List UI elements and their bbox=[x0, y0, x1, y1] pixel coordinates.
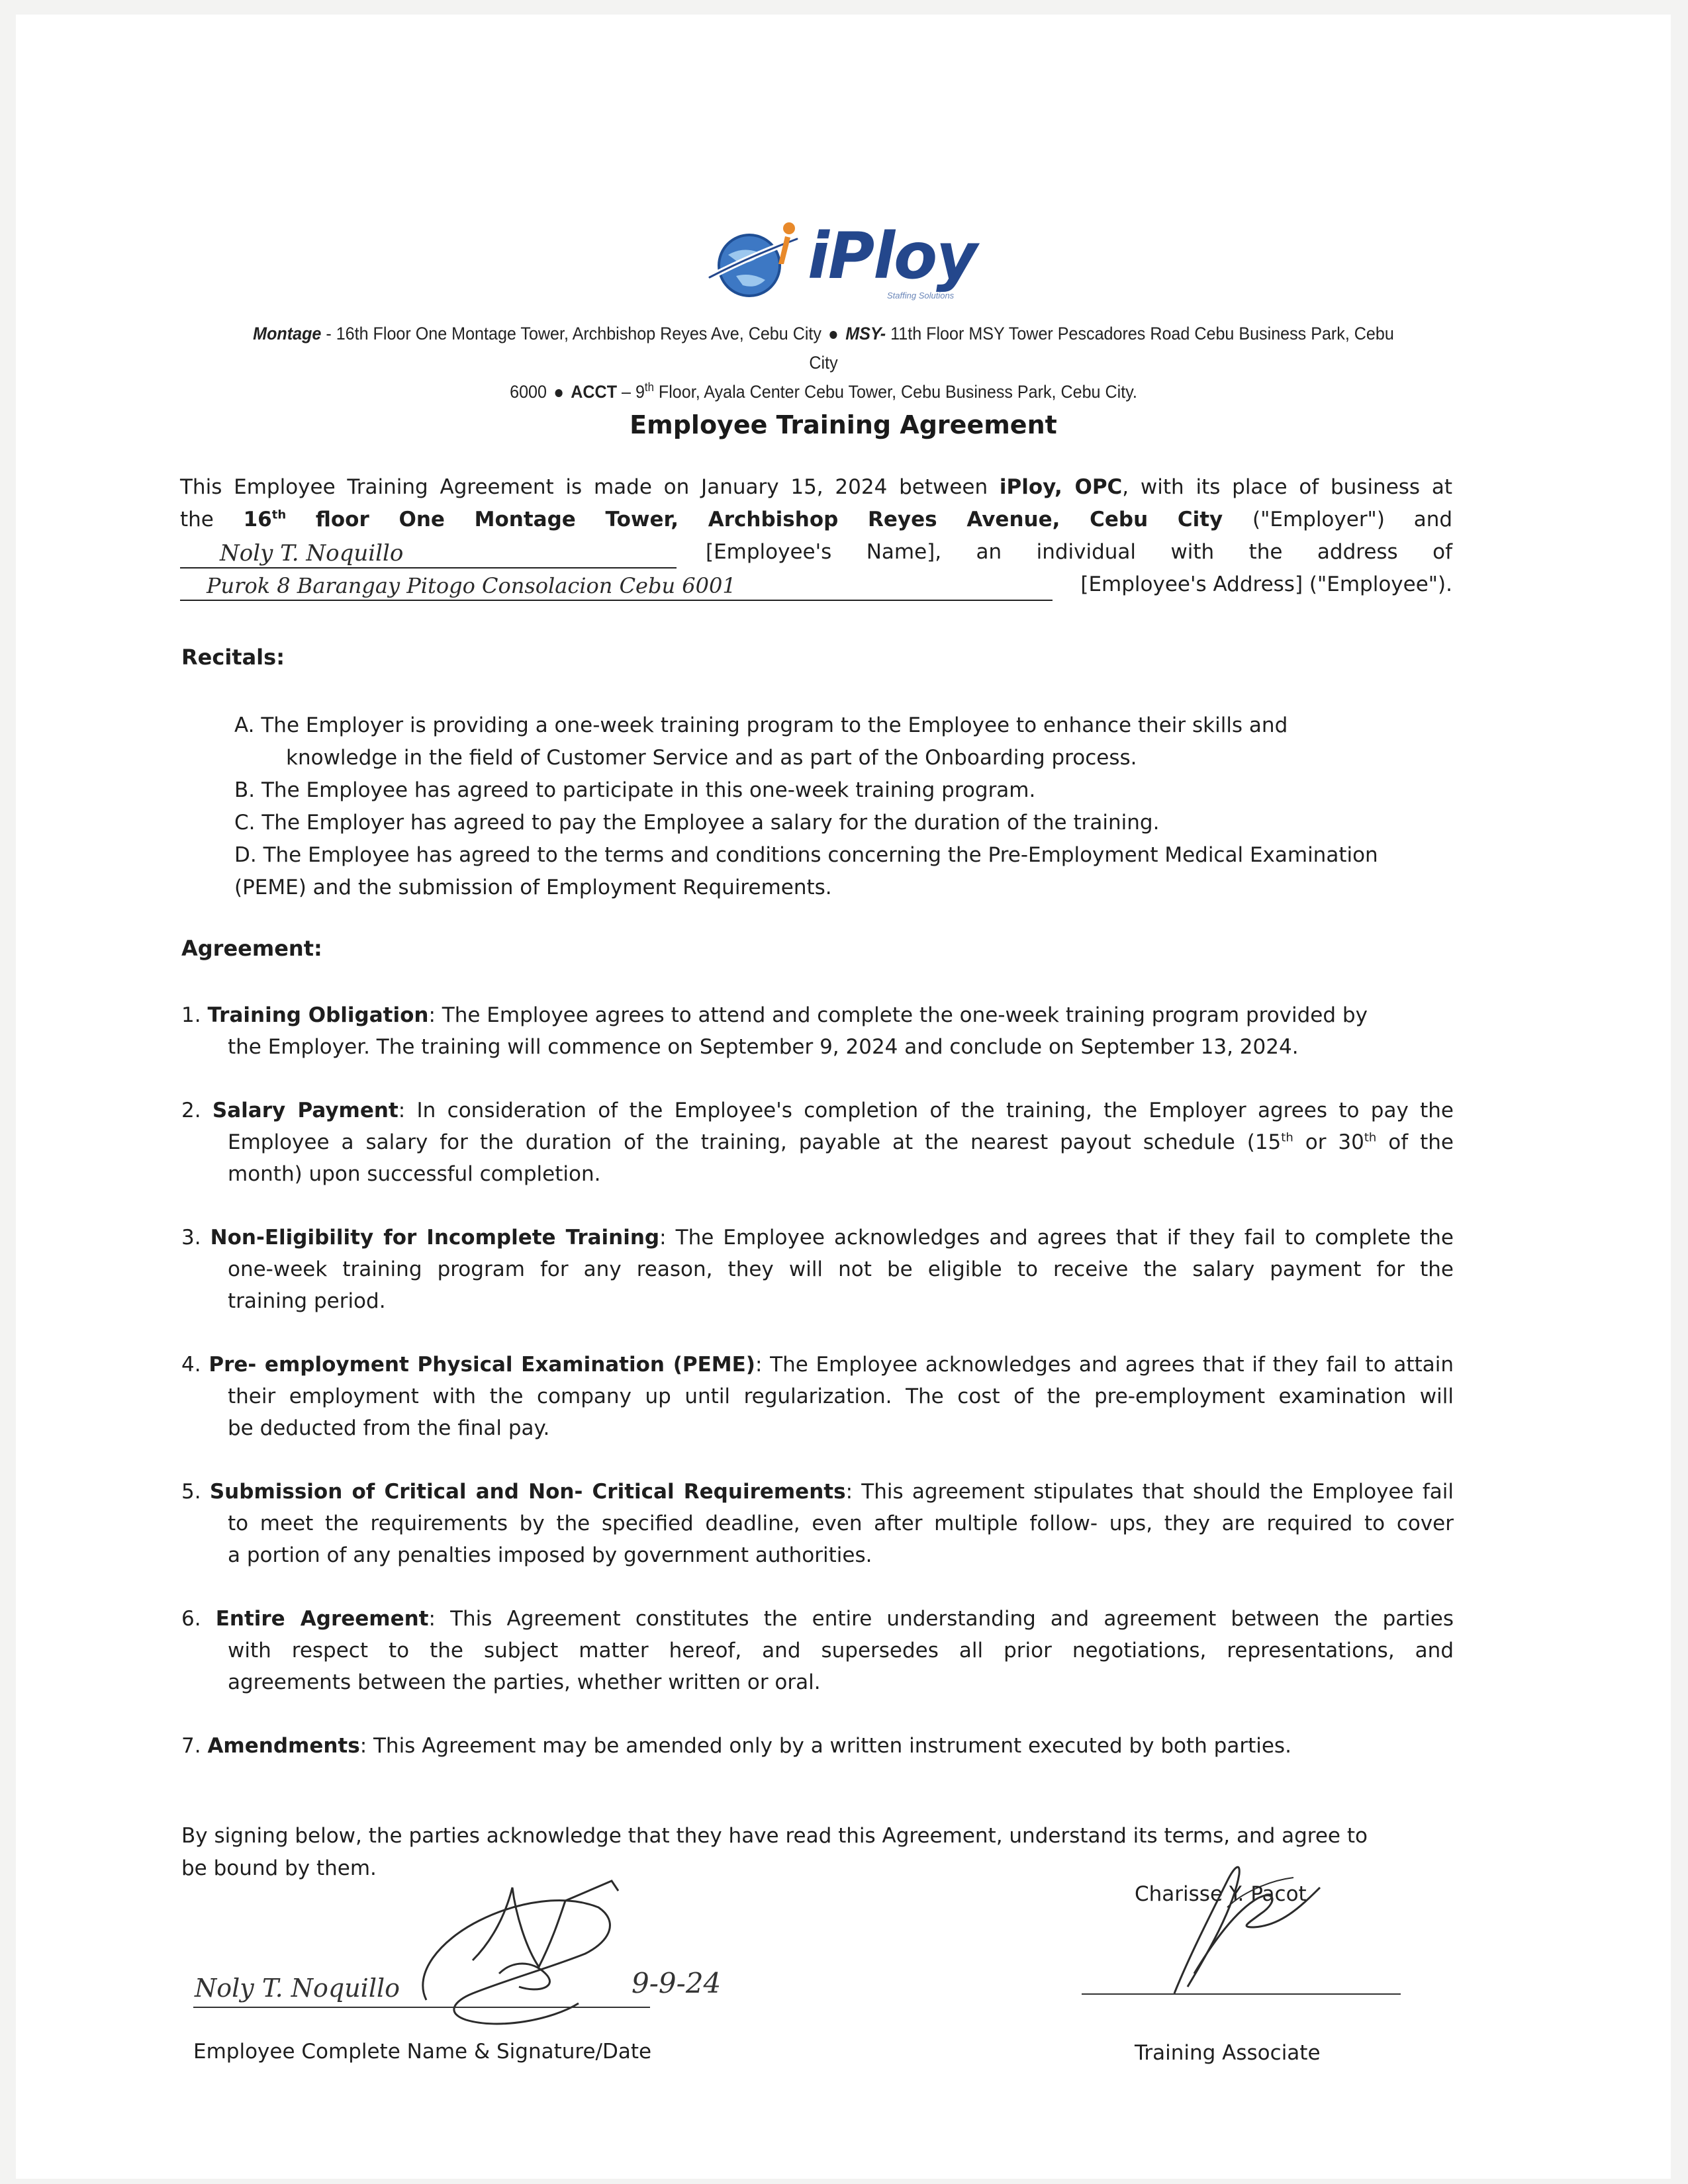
intro-line-1 bbox=[180, 471, 1452, 504]
item-title: Training Obligation bbox=[207, 1003, 429, 1027]
floor-number: 16 bbox=[243, 508, 272, 531]
recital-text: The Employee has agreed to participate in this one-week training program. bbox=[261, 778, 1036, 802]
recital-letter: B. bbox=[234, 778, 256, 802]
agreement-list bbox=[181, 999, 1454, 1762]
item-text: : In consideration of the Employee's completion of the training, the Employer agrees to pay the bbox=[398, 1099, 1454, 1122]
employee-address-handwritten: Purok 8 Barangay Pitogo Consolacion Cebu 6001 bbox=[207, 573, 736, 598]
item-text: to meet the requirements by the specified deadline, even after multiple follow- ups, they are required to cover bbox=[228, 1512, 1454, 1535]
employee-signature bbox=[400, 1861, 638, 2046]
employee-name-handwritten: Noly T. Noquillo bbox=[220, 540, 404, 567]
agreement-item bbox=[181, 1730, 1454, 1762]
item-text: with respect to the subject matter hereof, and supersedes all prior negotiations, representations, and bbox=[228, 1639, 1454, 1662]
employer-name: iPloy, OPC bbox=[999, 475, 1123, 499]
recital-letter: C. bbox=[234, 811, 256, 835]
item-text: of the bbox=[1376, 1130, 1454, 1154]
intro-text: [Employee's Name], an individual with the address of bbox=[706, 540, 1452, 564]
letterhead-address bbox=[239, 319, 1409, 406]
bullet-dot bbox=[830, 331, 837, 339]
item-title: Submission of Critical and Non- Critical Requirements bbox=[209, 1480, 846, 1504]
item-text-line bbox=[181, 1126, 1454, 1158]
item-number: 2. bbox=[181, 1099, 201, 1122]
recital-text: (PEME) and the submission of Employment Requirements. bbox=[234, 876, 832, 899]
agreement-item bbox=[181, 1476, 1454, 1571]
agreement-heading: Agreement: bbox=[181, 936, 322, 961]
intro-paragraph bbox=[180, 471, 1452, 601]
company-logo bbox=[704, 216, 976, 309]
agreement-item bbox=[181, 1222, 1454, 1317]
recital-item bbox=[234, 709, 1439, 774]
item-text: : The Employee acknowledges and agrees that if they fail to attain bbox=[755, 1353, 1454, 1377]
intro-line-4 bbox=[180, 569, 1452, 601]
ordinal-suffix: th bbox=[1281, 1130, 1293, 1145]
agreement-item bbox=[181, 1603, 1454, 1698]
acct-address-pre: – 9 bbox=[617, 382, 645, 402]
recital-letter: A. bbox=[234, 713, 255, 737]
bullet-dot bbox=[555, 389, 563, 397]
item-text: month) upon successful completion. bbox=[228, 1162, 601, 1186]
recital-item bbox=[234, 807, 1439, 839]
associate-name: Charisse Y. Pacot bbox=[1135, 1882, 1307, 1906]
item-number: 7. bbox=[181, 1734, 201, 1758]
associate-signature bbox=[1128, 1841, 1340, 2007]
item-number: 1. bbox=[181, 1003, 201, 1027]
logo-tagline: Staffing Solutions bbox=[887, 291, 955, 300]
item-title: Non-Eligibility for Incomplete Training bbox=[210, 1226, 660, 1250]
item-number: 6. bbox=[181, 1607, 201, 1631]
item-text: be deducted from the final pay. bbox=[228, 1416, 550, 1440]
document-page bbox=[16, 15, 1671, 2179]
intro-text: [Employee's Address] ("Employee"). bbox=[1080, 572, 1452, 596]
recital-letter: D. bbox=[234, 843, 257, 867]
associate-signature-caption: Training Associate bbox=[1135, 2041, 1321, 2065]
item-number: 3. bbox=[181, 1226, 201, 1250]
msy-zip: 6000 bbox=[510, 382, 547, 402]
intro-text: This Employee Training Agreement is made on January 15, 2024 between bbox=[180, 475, 1000, 499]
item-text: : The Employee acknowledges and agrees that if they fail to complete the bbox=[659, 1226, 1454, 1250]
item-title: Entire Agreement bbox=[215, 1607, 429, 1631]
item-text: their employment with the company up until regularization. The cost of the pre-employment examination will bbox=[228, 1385, 1454, 1408]
agreement-item bbox=[181, 1095, 1454, 1190]
document-title: Employee Training Agreement bbox=[630, 410, 1057, 439]
item-text: or 30 bbox=[1293, 1130, 1364, 1154]
recital-text: The Employee has agreed to the terms and conditions concerning the Pre-Employment Medical Examination bbox=[263, 843, 1378, 867]
closing-text: By signing below, the parties acknowledge that they have read this Agreement, understand its terms, and agree to bbox=[181, 1824, 1368, 1848]
item-text: a portion of any penalties imposed by government authorities. bbox=[228, 1543, 872, 1567]
logo-wordmark: iPloy bbox=[808, 219, 976, 293]
employee-date-handwritten: 9-9-24 bbox=[632, 1967, 722, 1999]
employee-signature-caption: Employee Complete Name & Signature/Date bbox=[193, 2040, 652, 2064]
msy-address: 11th Floor MSY Tower Pescadores Road Cebu Business Park, Cebu City bbox=[809, 324, 1394, 373]
intro-line-3 bbox=[180, 536, 1452, 569]
montage-address: - 16th Floor One Montage Tower, Archbishop Reyes Ave, Cebu City bbox=[321, 324, 821, 343]
msy-label: MSY- bbox=[845, 324, 886, 343]
item-text: : This Agreement constitutes the entire understanding and agreement between the parties bbox=[428, 1607, 1454, 1631]
closing-text: be bound by them. bbox=[181, 1856, 377, 1880]
item-text: training period. bbox=[228, 1289, 386, 1313]
item-text: one-week training program for any reason, they will not be eligible to receive the salary payment for the bbox=[228, 1257, 1454, 1281]
recital-item bbox=[234, 774, 1439, 807]
acct-address-post: Floor, Ayala Center Cebu Tower, Cebu Business Park, Cebu City. bbox=[653, 382, 1137, 402]
item-title: Pre- employment Physical Examination (PEME) bbox=[209, 1353, 755, 1377]
item-number: 5. bbox=[181, 1480, 201, 1504]
ordinal-suffix: th bbox=[1364, 1130, 1377, 1145]
recital-item bbox=[234, 839, 1439, 904]
item-text: the Employer. The training will commence on September 9, 2024 and conclude on September 13, 2024. bbox=[228, 1035, 1299, 1059]
employee-name-handwritten: Noly T. Noquillo bbox=[195, 1974, 400, 2003]
item-title: Amendments bbox=[207, 1734, 360, 1758]
item-title: Salary Payment bbox=[212, 1099, 399, 1122]
employer-address: floor One Montage Tower, Archbishop Reyes Avenue, Cebu City bbox=[315, 508, 1223, 531]
item-text: Employee a salary for the duration of the training, payable at the nearest payout schedule (15 bbox=[228, 1130, 1282, 1154]
recitals-heading: Recitals: bbox=[181, 645, 285, 670]
floor-suffix: th bbox=[271, 508, 287, 522]
recitals-list bbox=[234, 709, 1439, 904]
employee-name-field bbox=[180, 540, 677, 569]
acct-label: ACCT bbox=[571, 382, 618, 402]
employee-address-field bbox=[180, 573, 1053, 601]
item-text: : This Agreement may be amended only by a written instrument executed by both parties. bbox=[359, 1734, 1291, 1758]
globe-icon bbox=[704, 216, 804, 309]
intro-text: , with its place of business at bbox=[1122, 475, 1452, 499]
employee-signature-line bbox=[193, 2007, 650, 2008]
agreement-item bbox=[181, 1349, 1454, 1444]
associate-signature-line bbox=[1082, 1993, 1401, 1995]
item-text: : The Employee agrees to attend and complete the one-week training program provided by bbox=[428, 1003, 1368, 1027]
acct-address-sup: th bbox=[644, 381, 654, 394]
recital-text: knowledge in the field of Customer Service and as part of the Onboarding process. bbox=[286, 746, 1137, 770]
item-number: 4. bbox=[181, 1353, 201, 1377]
montage-label: Montage bbox=[253, 324, 322, 343]
item-text: : This agreement stipulates that should the Employee fail bbox=[845, 1480, 1454, 1504]
item-text: agreements between the parties, whether written or oral. bbox=[228, 1670, 821, 1694]
recital-text: The Employer is providing a one-week training program to the Employee to enhance their skills and bbox=[261, 713, 1288, 737]
intro-text: ("Employer") and bbox=[1252, 508, 1453, 531]
agreement-item bbox=[181, 999, 1454, 1063]
intro-text: the bbox=[180, 508, 214, 531]
recital-text: The Employer has agreed to pay the Employee a salary for the duration of the training. bbox=[261, 811, 1160, 835]
intro-line-2 bbox=[180, 504, 1452, 536]
